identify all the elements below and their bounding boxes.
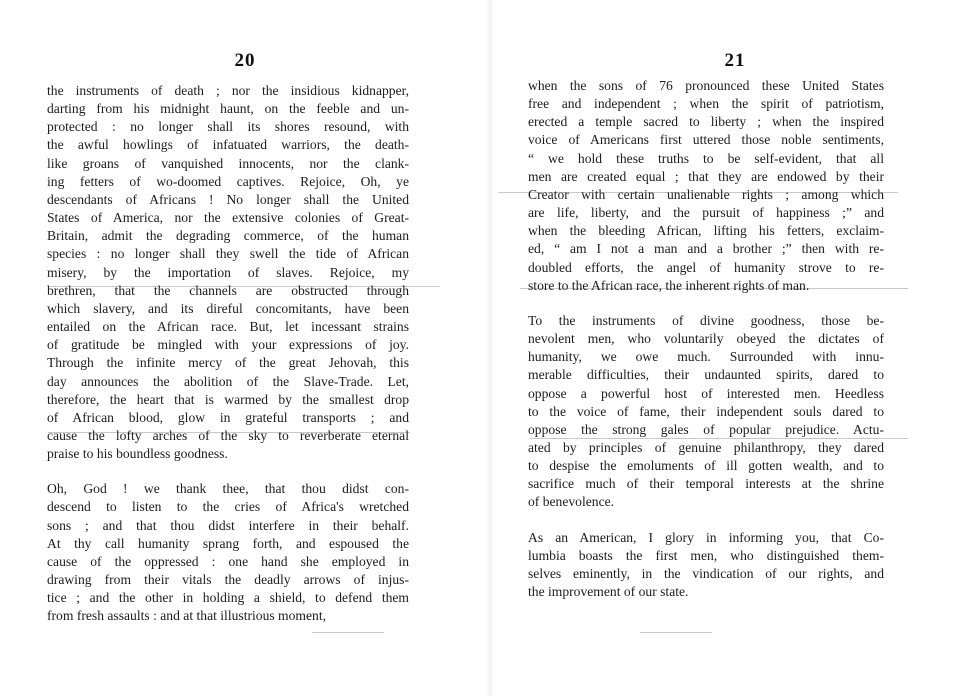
text-line: misery, by the importation of slaves. Rejoice, my xyxy=(47,264,409,280)
text-line: the improvement of our state. xyxy=(528,584,689,600)
paragraph xyxy=(47,82,409,463)
page-body xyxy=(47,82,409,626)
text-line: are life, liberty, and the pursuit of happiness ;” and xyxy=(528,205,884,221)
text-line: like groans of vanquished innocents, nor the clank- xyxy=(47,155,409,171)
text-line: ated by principles of genuine philanthropy, they dared xyxy=(528,439,884,455)
text-line: from fresh assaults : and at that illustrious moment, xyxy=(47,608,327,624)
text-line: free and independent ; when the spirit of patriotism, xyxy=(528,96,884,112)
text-line: Britain, admit the degrading commerce, of the human xyxy=(47,228,409,244)
text-line: “ we hold these truths to be self-evident, that all xyxy=(528,150,884,166)
text-line: of benevolence. xyxy=(528,494,615,510)
text-line: cause the lofty arches of the sky to reverberate eternal xyxy=(47,427,409,443)
text-line: day announces the abolition of the Slave-Trade. Let, xyxy=(47,373,409,389)
text-line: entailed on the African race. But, let incessant strains xyxy=(47,319,409,335)
text-line: therefore, the heart that is warmed by the smallest drop xyxy=(47,391,409,407)
text-line: ing fetters of wo-doomed captives. Rejoice, Oh, ye xyxy=(47,173,409,189)
text-line: brethren, that the channels are obstructed through xyxy=(47,282,409,298)
text-line: when the bleeding African, lifting his fetters, exclaim- xyxy=(528,223,884,239)
text-line: humanity, we owe much. Surrounded with innu- xyxy=(528,349,884,365)
text-line: oppose a powerful host of interested men. Heedless xyxy=(528,385,884,401)
text-line: merable difficulties, their undaunted spirits, dared to xyxy=(528,367,884,383)
text-line: doubled efforts, the angel of humanity strove to re- xyxy=(528,259,884,275)
text-line: selves eminently, in the vindication of our rights, and xyxy=(528,565,884,581)
text-line: cause of the oppressed : one hand she employed in xyxy=(47,553,409,569)
text-line: to despise the emoluments of ill gotten wealth, and to xyxy=(528,458,884,474)
paragraph xyxy=(528,529,884,602)
text-line: the instruments of death ; nor the insidious kidnapper, xyxy=(47,83,409,98)
text-line: ed, “ am I not a man and a brother ;” then with re- xyxy=(528,241,884,257)
text-line: drawing from their vitals the deadly arrows of injus- xyxy=(47,572,409,588)
text-line: nevolent men, who voluntarily obeyed the dictates of xyxy=(528,331,884,347)
text-line: praise to his boundless goodness. xyxy=(47,446,228,462)
page-number: 21 xyxy=(724,50,746,71)
text-line: Oh, God ! we thank thee, that thou didst con- xyxy=(47,481,409,497)
paragraph xyxy=(528,312,884,512)
text-line: descend to listen to the cries of Africa's wretched xyxy=(47,499,409,515)
text-line: species : no longer shall they swell the tide of African xyxy=(47,246,409,262)
paragraph xyxy=(528,77,884,295)
text-line: to the voice of fame, their independent souls dared to xyxy=(528,403,884,419)
paragraph xyxy=(47,480,409,625)
text-line: the awful howlings of infatuated warriors, the death- xyxy=(47,137,409,153)
text-line: of African blood, glow in grateful transports ; and xyxy=(47,409,409,425)
text-line: store to the African race, the inherent rights of man. xyxy=(528,277,810,293)
text-line: Through the infinite mercy of the great Jehovah, this xyxy=(47,355,409,371)
page-number: 20 xyxy=(234,50,256,71)
text-line: Creator with certain unalienable rights ; among which xyxy=(528,186,884,202)
text-line: when the sons of 76 pronounced these United States xyxy=(528,78,884,93)
text-line: erected a temple sacred to liberty ; when the inspired xyxy=(528,114,884,130)
text-line: At thy call humanity sprang forth, and espoused the xyxy=(47,535,409,551)
text-line: voice of Americans first uttered those noble sentiments, xyxy=(528,132,884,148)
right-page xyxy=(490,0,980,696)
text-line: As an American, I glory in informing you, that Co- xyxy=(528,529,884,545)
text-line: sons ; and that thou didst interfere in their behalf. xyxy=(47,517,409,533)
text-line: tice ; and the other in holding a shield, to defend them xyxy=(47,590,409,606)
text-line: lumbia boasts the first men, who distinguished them- xyxy=(528,547,884,563)
text-line: oppose the strong gales of popular prejudice. Actu- xyxy=(528,421,884,437)
text-line: men are created equal ; that they are endowed by their xyxy=(528,168,884,184)
text-line: which slavery, and its direful concomitants, have been xyxy=(47,300,409,316)
page-body xyxy=(528,77,884,601)
text-line: States of America, nor the extensive colonies of Great- xyxy=(47,210,409,226)
text-line: protected : no longer shall its shores resound, with xyxy=(47,119,409,135)
text-line: descendants of Africans ! No longer shall the United xyxy=(47,191,409,207)
text-line: To the instruments of divine goodness, those be- xyxy=(528,312,884,328)
text-line: darting from his midnight haunt, on the feeble and un- xyxy=(47,101,409,117)
text-line: sacrifice much of their temporal interests at the shrine xyxy=(528,476,884,492)
text-line: of gratitude be mingled with your expressions of joy. xyxy=(47,337,409,353)
